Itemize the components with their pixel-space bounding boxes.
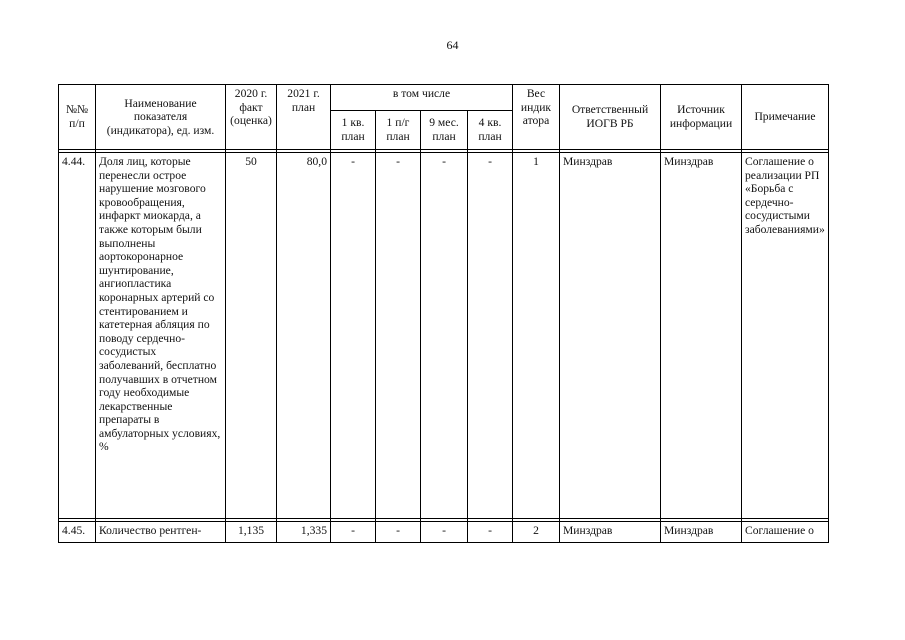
row-q4: -: [468, 153, 513, 519]
header-weight: Вес индик атора: [513, 85, 560, 150]
row-plan: 80,0: [277, 153, 331, 519]
row-q4: -: [468, 522, 513, 543]
row-m9: -: [421, 153, 468, 519]
row-source: Минздрав: [661, 522, 742, 543]
row-num: 4.45.: [59, 522, 96, 543]
indicators-table: [58, 84, 829, 543]
row-h1: -: [376, 153, 421, 519]
row-plan: 1,335: [277, 522, 331, 543]
header-fact: 2020 г. факт (оценка): [226, 85, 277, 150]
row-m9: -: [421, 522, 468, 543]
row-h1: -: [376, 522, 421, 543]
row-note: Соглашение о: [742, 522, 829, 543]
row-name: Количество рентген-: [96, 522, 226, 543]
header-row-1: [59, 85, 829, 111]
header-source: Источник информации: [661, 85, 742, 150]
table-row: [59, 153, 829, 519]
header-h1: 1 п/г план: [376, 111, 421, 150]
header-plan: 2021 г. план: [277, 85, 331, 150]
row-q1: -: [331, 522, 376, 543]
header-resp: Ответственный ИОГВ РБ: [560, 85, 661, 150]
header-name: Наименование показателя (индикатора), ед. изм.: [96, 85, 226, 150]
header-incl: в том числе: [331, 85, 513, 111]
row-resp: Минздрав: [560, 153, 661, 519]
header-q4: 4 кв. план: [468, 111, 513, 150]
row-q1: -: [331, 153, 376, 519]
row-weight: 1: [513, 153, 560, 519]
row-note: Соглашение о реализации РП «Борьба с сердечно-сосудистыми заболеваниями»: [742, 153, 829, 519]
row-name: Доля лиц, которые перенесли острое нарушение мозгового кровообращения, инфаркт миокарда, а также которым были выполнены аортокоронарное шунтирование, ангиопластика коронарных артерий со стентированием и катетерная абляция по поводу сердечно-сосудистых заболеваний, бесплатно получавших в отчетном году необходимые лекарственные препараты в амбулаторных условиях, %: [96, 153, 226, 519]
row-resp: Минздрав: [560, 522, 661, 543]
row-fact: 1,135: [226, 522, 277, 543]
table-row: [59, 522, 829, 543]
row-weight: 2: [513, 522, 560, 543]
row-num: 4.44.: [59, 153, 96, 519]
header-q1: 1 кв. план: [331, 111, 376, 150]
header-m9: 9 мес. план: [421, 111, 468, 150]
header-num: №№ п/п: [59, 85, 96, 150]
row-source: Минздрав: [661, 153, 742, 519]
header-note: Примечание: [742, 85, 829, 150]
page-number: 64: [446, 38, 459, 52]
row-fact: 50: [226, 153, 277, 519]
